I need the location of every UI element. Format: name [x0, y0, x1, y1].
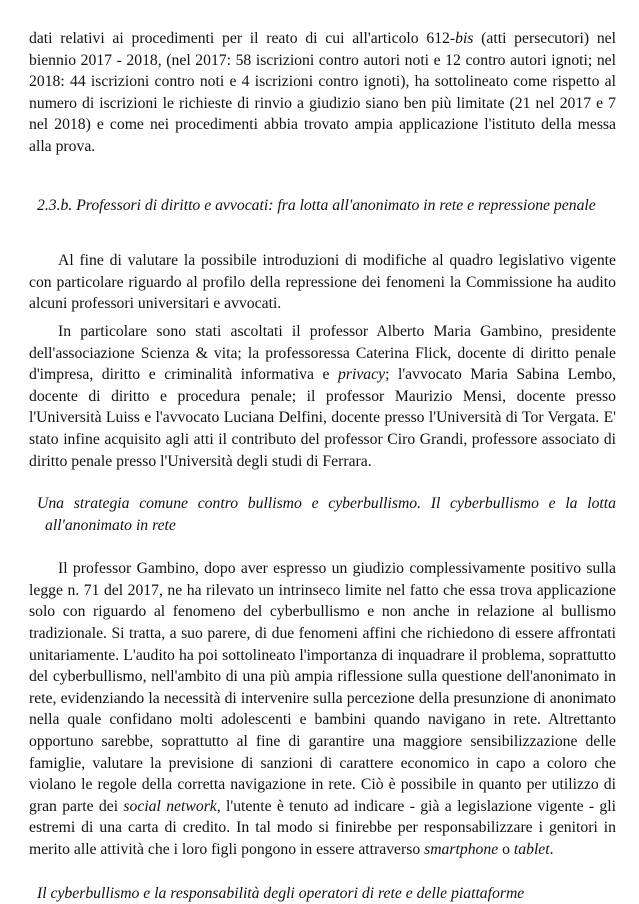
section-heading-responsabilita-operatori: Il cyberbullismo e la responsabilità degli operatori di rete e delle piattaforme	[37, 884, 525, 902]
paragraph-modifiche-legislative: Al fine di valutare la possibile introduzioni di modifiche al quadro legislativo vigente con particolare riguardo al profilo della repressione dei fenomeni la Commissione ha audito alcuni professori universitari e avvocati.	[29, 252, 616, 313]
heading-line: Una strategia comune contro bullismo e cyberbullismo. Il cyberbullismo e la lotta	[37, 495, 616, 513]
paragraph-text: In particolare sono stati ascoltati il professor Alberto Maria Gambino, presidente dell'associazione Scienza & vita; la professoressa Caterina Flick, docente di diritto penale d'impresa, diritto e criminalità informativa e	[29, 322, 616, 384]
paragraph-text: ; l'avvocato Maria Sabina Lembo, docente di diritto e procedura penale; il professor Maurizio Mensi, docente presso l'Università Luiss e l'avvocato Luciana Delfini, docente presso l'Università di Tor Vergata. E' stato infine acquisito agli atti il contributo del professor Ciro Grandi, professore associato di diritto penale presso l'Università degli studi di Ferrara.	[29, 366, 616, 470]
paragraph-italic-term: social network	[123, 797, 217, 815]
paragraph-text: Il professor Gambino, dopo aver espresso un giudizio complessivamente positivo sulla legge n. 71 del 2017, ne ha rilevato un intrinseco limite nel fatto che essa trova applicazione solo con riguardo al fenomeno del cyberbullismo e non anche in relazione al bullismo tradizionale. Si tratta, a suo parere, di due fenomeni affini che richiedono di essere affrontati unitariamente. L'audito ha poi sottolineato l'importanza di inquadrare il problema, soprattutto del cyberbullismo, nell'ambito di una più ampia riflessione sulla questione dell'anonimato in rete, evidenziando la necessità di intervenire sulla percezione della presunzione di anonimato nella quale confidano molti adolescenti e bambini quando navigano in rete. Altrettanto opportuno sarebbe, soprattutto al fine di garantire una maggiore sensibilizzazione delle famiglie, valutare la previsione di sanzioni di carattere economico in capo a coloro che violano le regole della corretta navigazione in rete. Ciò è possibile in quanto per utilizzo di gran parte dei	[29, 560, 616, 815]
section-heading-professori: 2.3.b. Professori di diritto e avvocati: fra lotta all'anonimato in rete e repressione penale	[37, 196, 596, 214]
heading-line: all'anonimato in rete	[45, 516, 176, 534]
paragraph-text: (atti persecutori) nel biennio 2017 - 2018, (nel 2017: 58 iscrizioni contro autori noti e 12 contro autori ignoti; nel 2018: 44 iscrizioni contro noti e 4 iscrizioni contro ignoti), ha sottolineato come rispetto al numero di iscrizioni le richieste di rinvio a giudizio siano ben più limitate (21 nel 2017 e 7 nel 2018) e come nei procedimenti abbia trovato ampia applicazione l'istituto della messa alla prova.	[29, 30, 616, 155]
section-heading-strategia-comune	[37, 493, 616, 536]
paragraph-auditi	[29, 321, 616, 472]
paragraph-gambino	[29, 558, 616, 860]
document-page	[29, 28, 616, 904]
paragraph-atti-persecutori	[29, 28, 616, 158]
paragraph-italic-term: privacy	[338, 366, 386, 384]
paragraph-italic-term: smartphone	[424, 841, 499, 858]
paragraph-italic-term: tablet	[513, 841, 550, 858]
paragraph-text: o	[498, 841, 514, 858]
paragraph-text: .	[549, 841, 554, 858]
paragraph-text: , l'utente è tenuto ad indicare - già a legislazione vigente - gli estremi di una carta di credito. In tal modo si finirebbe per responsabilizzare i genitori in merito alle attività che i loro figli pongono in essere attraverso	[29, 797, 616, 858]
paragraph-italic-term: bis	[455, 30, 474, 47]
paragraph-text: dati relativi ai procedimenti per il reato di cui all'articolo 612-	[29, 30, 456, 47]
